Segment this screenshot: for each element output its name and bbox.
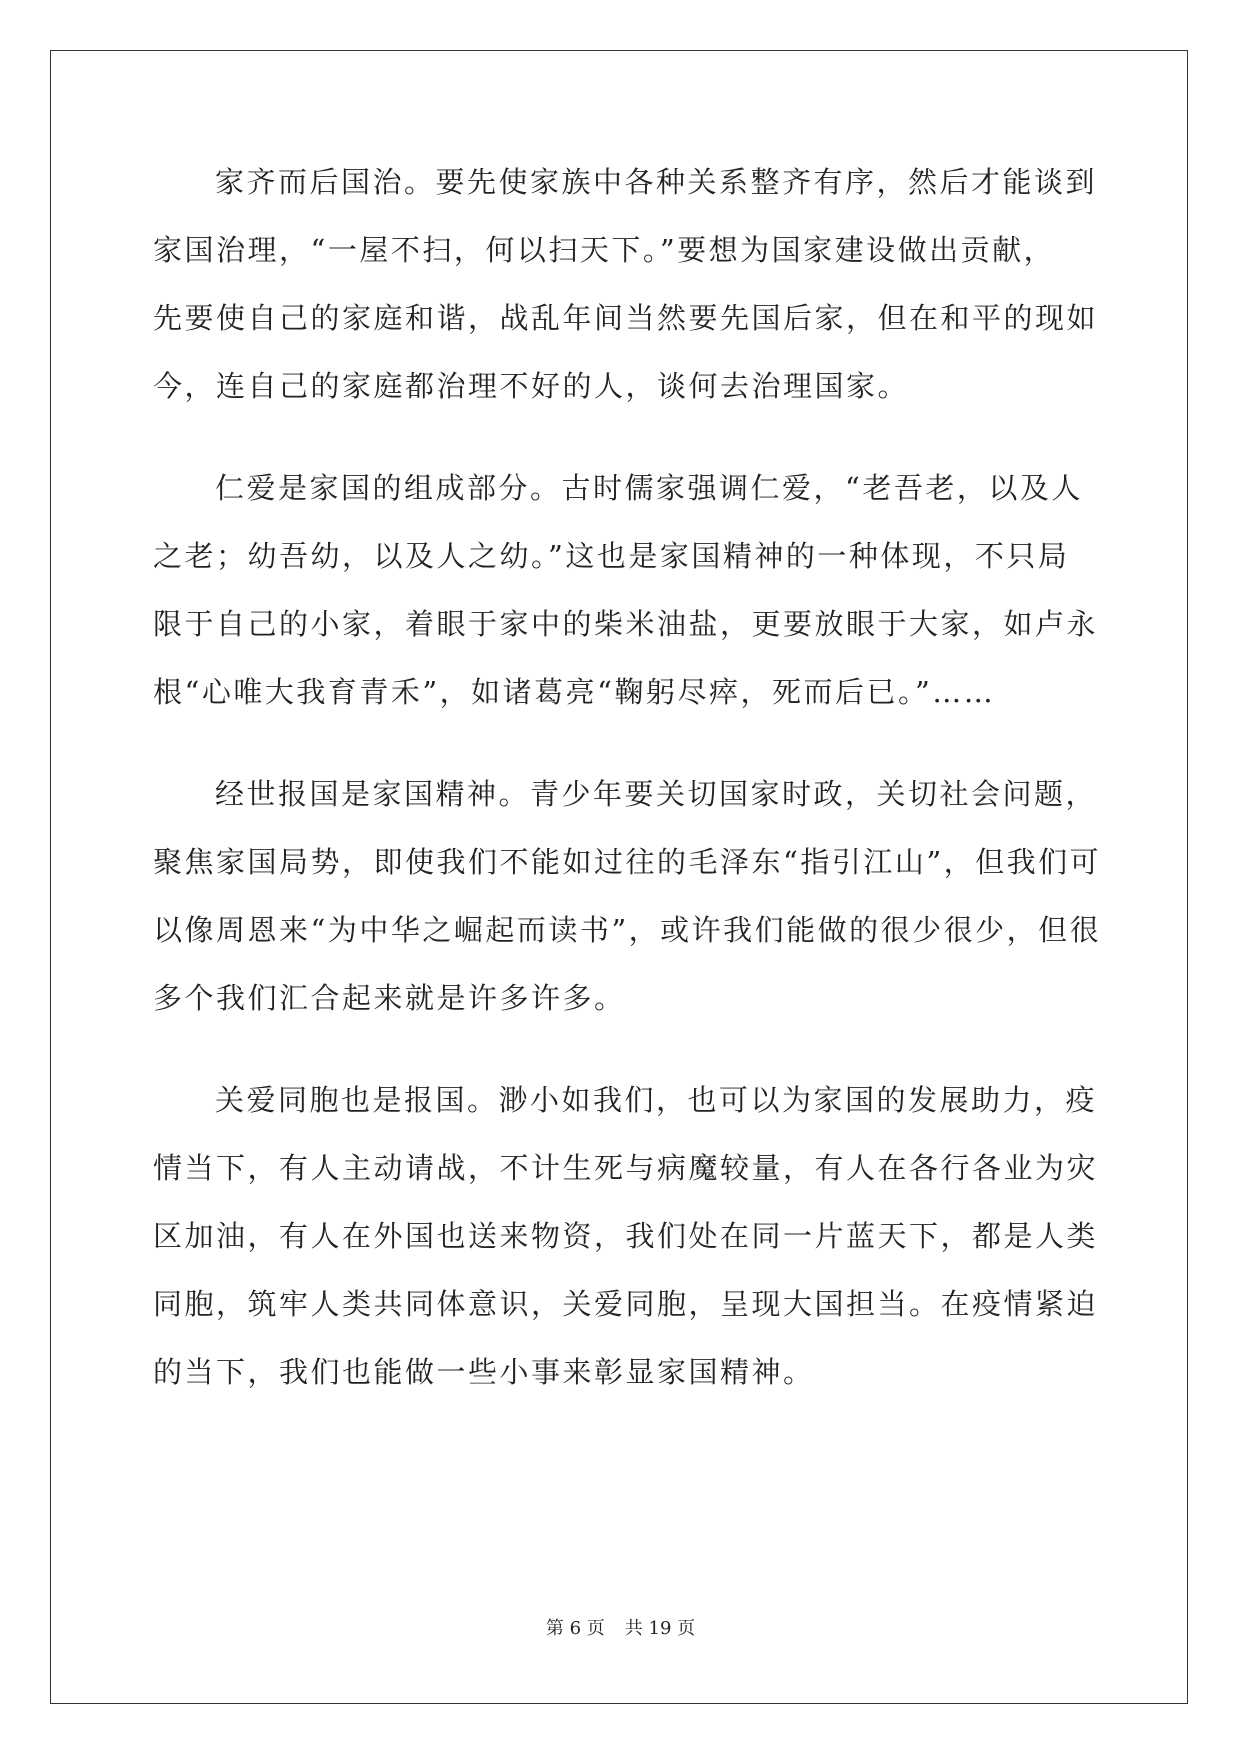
- paragraph-line: 情当下，有人主动请战，不计生死与病魔较量，有人在各行各业为灾: [153, 1151, 1099, 1185]
- paragraph-line: 先要使自己的家庭和谐，战乱年间当然要先国后家，但在和平的现如: [153, 301, 1099, 335]
- paragraph-line: 今，连自己的家庭都治理不好的人，谈何去治理国家。: [153, 369, 910, 403]
- page-footer: [0, 1618, 1241, 1640]
- paragraph-line: 家国治理，“一屋不扫，何以扫天下。”要想为国家建设做出贡献，: [153, 233, 1056, 267]
- paragraph-line: 以像周恩来“为中华之崛起而读书”，或许我们能做的很少很少，但很: [153, 913, 1102, 947]
- page-number: 第 6 页: [545, 1618, 605, 1639]
- paragraph-line: 区加油，有人在外国也送来物资，我们处在同一片蓝天下，都是人类: [153, 1219, 1099, 1253]
- paragraph-line: 限于自己的小家，着眼于家中的柴米油盐，更要放眼于大家，如卢永: [153, 607, 1099, 641]
- paragraph-line: 家齐而后国治。要先使家族中各种关系整齐有序，然后才能谈到: [215, 165, 1098, 199]
- paragraph-line: 聚焦家国局势，即使我们不能如过往的毛泽东“指引江山”，但我们可: [153, 845, 1102, 879]
- paragraph-line: 关爱同胞也是报国。渺小如我们，也可以为家国的发展助力，疫: [215, 1083, 1098, 1117]
- paragraph-line: 之老；幼吾幼，以及人之幼。”这也是家国精神的一种体现，不只局: [153, 539, 1070, 573]
- paragraph-line: 同胞，筑牢人类共同体意识，关爱同胞，呈现大国担当。在疫情紧迫: [153, 1287, 1099, 1321]
- paragraph-line: 根“心唯大我育青禾”，如诸葛亮“鞠躬尽瘁，死而后已。”……: [153, 675, 996, 709]
- paragraph-line: 的当下，我们也能做一些小事来彰显家国精神。: [153, 1355, 815, 1389]
- paragraph-line: 经世报国是家国精神。青少年要关切国家时政，关切社会问题，: [215, 777, 1098, 811]
- page-total: 共 19 页: [624, 1618, 696, 1639]
- paragraph-line: 多个我们汇合起来就是许多许多。: [153, 981, 626, 1015]
- paragraph-line: 仁爱是家国的组成部分。古时儒家强调仁爱，“老吾老，以及人: [215, 471, 1083, 505]
